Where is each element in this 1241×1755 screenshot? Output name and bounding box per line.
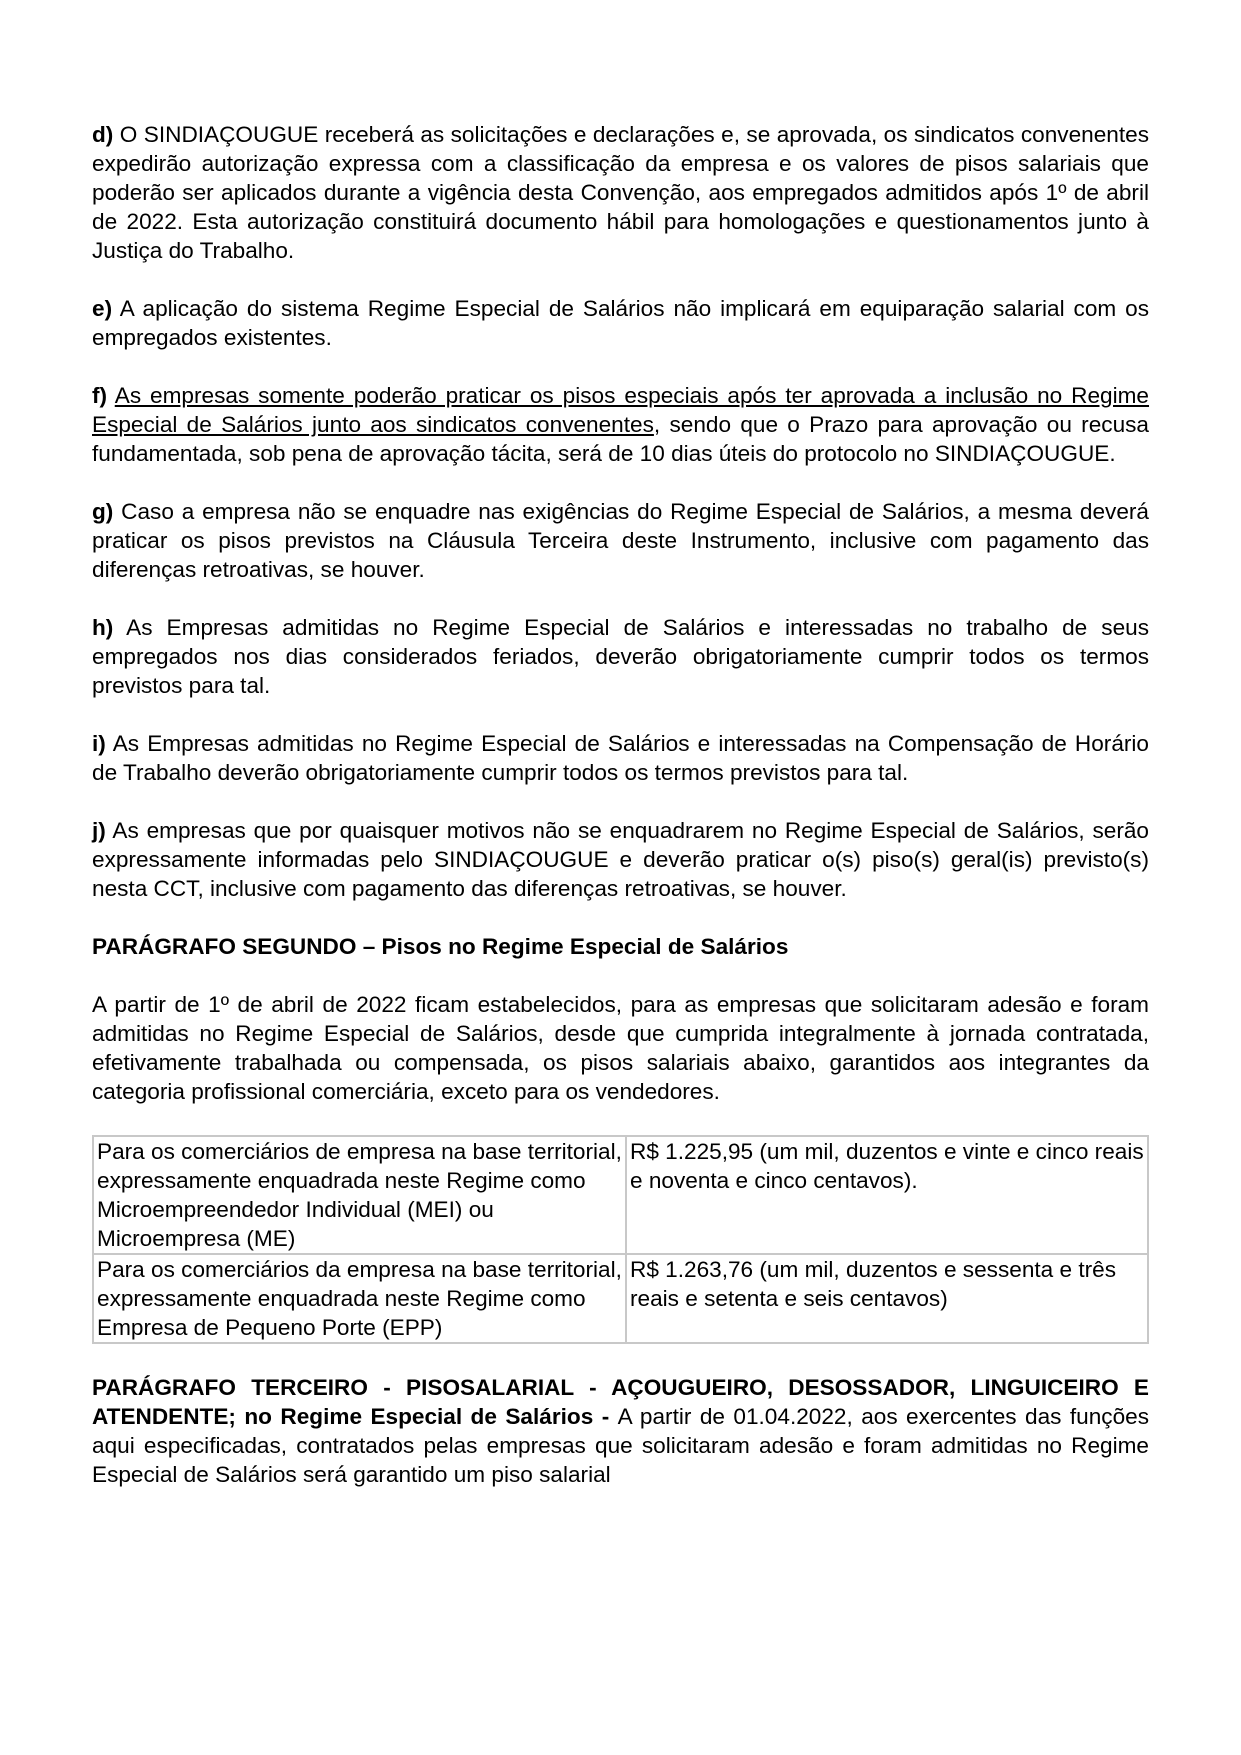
item-label: g) xyxy=(92,499,114,524)
table-cell-category: Para os comerciários de empresa na base territorial, expressamente enquadrada neste Regime como Microempreendedor Individual (MEI) ou Microempresa (ME) xyxy=(93,1136,626,1254)
table-cell-value: R$ 1.263,76 (um mil, duzentos e sessenta e três reais e setenta e seis centavos) xyxy=(626,1254,1148,1343)
paragrafo-segundo-heading: PARÁGRAFO SEGUNDO – Pisos no Regime Especial de Salários xyxy=(92,934,789,959)
item-text: , sendo que o Prazo para aprovação ou recusa fundamentada, sob pena de aprovação tácita, será de 10 dias úteis do protocolo no SINDIAÇOUGUE. xyxy=(92,412,1149,466)
item-g xyxy=(92,497,1149,584)
item-label: d) xyxy=(92,122,114,147)
item-text: As Empresas admitidas no Regime Especial de Salários e interessadas no trabalho de seus empregados nos dias considerados feriados, deverão obrigatoriamente cumprir todos os termos previstos para tal. xyxy=(92,615,1149,698)
item-underlined-text: As empresas somente poderão praticar os pisos especiais após ter aprovada a inclusão no Regime Especial de Salários junto aos sindicatos convenentes xyxy=(92,383,1150,437)
item-f xyxy=(92,381,1149,468)
item-label: h) xyxy=(92,615,114,640)
paragrafo-segundo-text: A partir de 1º de abril de 2022 ficam estabelecidos, para as empresas que solicitaram adesão e foram admitidas no Regime Especial de Salários, desde que cumprida integralmente à jornada contratada, efetivamente trabalhada ou compensada, os pisos salariais abaixo, garantidos aos integrantes da categoria profissional comerciária, exceto para os vendedores. xyxy=(92,992,1149,1104)
item-label: j) xyxy=(92,818,106,843)
table-cell-value: R$ 1.225,95 (um mil, duzentos e vinte e cinco reais e noventa e cinco centavos). xyxy=(626,1136,1148,1254)
item-text: O SINDIAÇOUGUE receberá as solicitações e declarações e, se aprovada, os sindicatos convenentes expedirão autorização expressa com a classificação da empresa e os valores de pisos salariais que poderão ser aplicados durante a vigência desta Convenção, aos empregados admitidos após 1º de abril de 2022. Esta autorização constituirá documento hábil para homologações e questionamentos junto à Justiça do Trabalho. xyxy=(92,122,1149,263)
item-label: f) xyxy=(92,383,108,408)
paragrafo-terceiro-heading: PARÁGRAFO TERCEIRO - PISOSALARIAL - AÇOUGUEIRO, DESOSSADOR, LINGUICEIRO E ATENDENTE; no Regime Especial de Salários - xyxy=(92,1375,1149,1429)
item-text: Caso a empresa não se enquadre nas exigências do Regime Especial de Salários, a mesma deverá praticar os pisos previstos na Cláusula Terceira deste Instrumento, inclusive com pagamento das diferenças retroativas, se houver. xyxy=(92,499,1149,582)
item-d xyxy=(92,120,1149,265)
table-row xyxy=(93,1254,1148,1343)
document-page xyxy=(92,120,1149,1518)
item-j xyxy=(92,816,1149,903)
paragrafo-terceiro xyxy=(92,1373,1149,1489)
item-e xyxy=(92,294,1149,352)
item-label: e) xyxy=(92,296,113,321)
item-i xyxy=(92,729,1149,787)
item-text: As empresas que por quaisquer motivos não se enquadrarem no Regime Especial de Salários, serão expressamente informadas pelo SINDIAÇOUGUE e deverão praticar o(s) piso(s) geral(is) previsto(s) nesta CCT, inclusive com pagamento das diferenças retroativas, se houver. xyxy=(92,818,1149,901)
item-text: As Empresas admitidas no Regime Especial de Salários e interessadas na Compensação de Horário de Trabalho deverão obrigatoriamente cumprir todos os termos previstos para tal. xyxy=(92,731,1149,785)
paragrafo-terceiro-text: A partir de 01.04.2022, aos exercentes das funções aqui especificadas, contratados pelas empresas que solicitaram adesão e foram admitidas no Regime Especial de Salários será garantido um piso salarial xyxy=(92,1404,1149,1487)
item-h xyxy=(92,613,1149,700)
item-text: A aplicação do sistema Regime Especial de Salários não implicará em equiparação salarial com os empregados existentes. xyxy=(92,296,1149,350)
item-label: i) xyxy=(92,731,106,756)
pisos-table xyxy=(92,1135,1149,1344)
table-row xyxy=(93,1136,1148,1254)
table-cell-category: Para os comerciários da empresa na base territorial, expressamente enquadrada neste Regime como Empresa de Pequeno Porte (EPP) xyxy=(93,1254,626,1343)
